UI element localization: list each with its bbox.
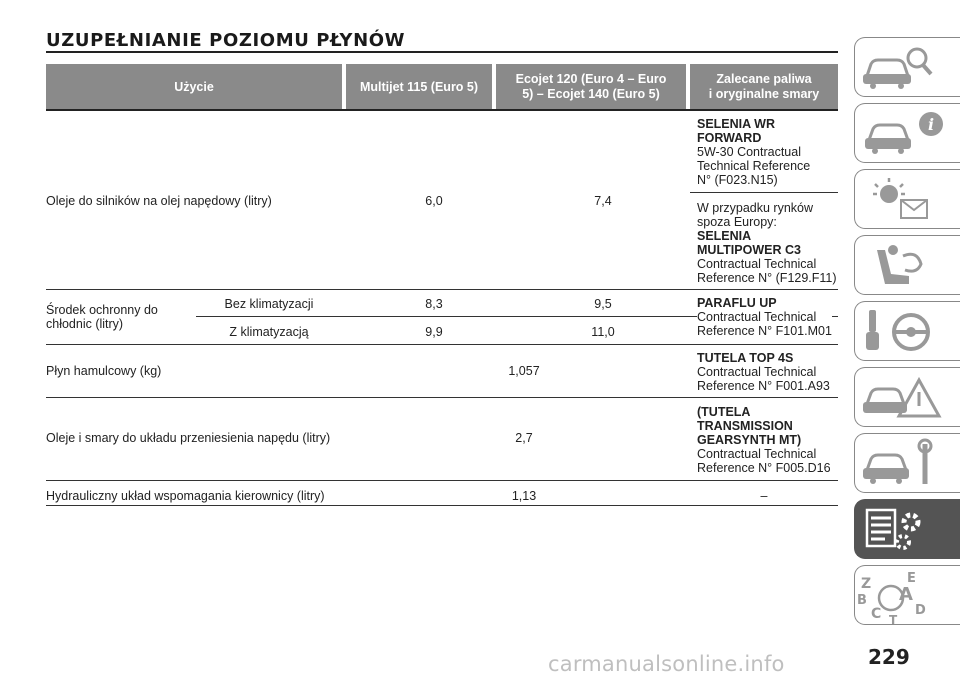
car-search-icon [855, 38, 960, 98]
transmission-value: 2,7 [515, 431, 533, 445]
car-info-icon [855, 104, 960, 164]
rec-product-name: GEARSYNTH MT) [697, 433, 802, 447]
rec-spec: Contractual Technical [697, 365, 817, 379]
steering-usage: Hydrauliczny układ wspomagania kierownicy (litry) [46, 489, 325, 503]
rec-note: spoza Europy: [697, 215, 777, 229]
engine-oil-usage: Oleje do silników na olej napędowy (litry) [46, 194, 272, 208]
tab-maintenance[interactable] [854, 433, 960, 493]
rec-product-name: TRANSMISSION [697, 419, 793, 433]
row-divider [46, 289, 838, 290]
transmission-recommendation [697, 405, 831, 475]
header-bottom-rule [46, 109, 838, 111]
row-divider [46, 480, 838, 481]
index-letter: Z [861, 576, 872, 592]
coolant-usage [46, 303, 158, 331]
row-divider [46, 344, 838, 345]
index-letter: D [915, 603, 926, 618]
rec-product-name: PARAFLU UP [697, 296, 777, 310]
brake-fluid-value: 1,057 [508, 364, 540, 378]
rec-spec: Reference N° F001.A93 [697, 379, 830, 393]
svg-text:i: i [928, 115, 935, 134]
header-recommended-line2: i oryginalne smary [708, 87, 820, 101]
page-number: 229 [868, 645, 910, 669]
rec-product-name: (TUTELA [697, 405, 751, 419]
car-wrench-icon [855, 434, 960, 494]
coolant-recommendation [697, 296, 832, 340]
page-title: UZUPEŁNIANIE POZIOMU PŁYNÓW [46, 30, 406, 51]
rec-product-name: FORWARD [697, 131, 762, 145]
coolant-sub2-multijet: 9,9 [425, 325, 443, 339]
header-ecojet-line2: 5) – Ecojet 140 (Euro 5) [522, 87, 660, 101]
tab-safety[interactable] [854, 235, 960, 295]
index-letter: B [857, 593, 867, 608]
rec-note: W przypadku rynków [697, 201, 814, 215]
rec-spec: Technical Reference [697, 159, 811, 173]
alphabet-index-icon [855, 566, 960, 626]
brake-fluid-usage: Płyn hamulcowy (kg) [46, 364, 162, 378]
tab-car-info[interactable] [854, 103, 960, 163]
coolant-sub2-ecojet: 11,0 [591, 325, 615, 339]
tab-technical-data[interactable] [854, 499, 960, 559]
rec-product-name: MULTIPOWER C3 [697, 243, 801, 257]
rec-spec: Contractual Technical [697, 257, 817, 271]
header-ecojet [496, 64, 686, 110]
rec-spec: 5W-30 Contractual [697, 145, 801, 159]
coolant-sub1-label: Bez klimatyzacji [224, 297, 314, 311]
rec-spec: Contractual Technical [697, 310, 817, 324]
rec-spec: Contractual Technical [697, 447, 817, 461]
rec-spec: Reference N° F101.M01 [697, 324, 832, 338]
tab-starting-driving[interactable] [854, 301, 960, 361]
steering-recommendation: – [760, 489, 768, 503]
header-recommended [690, 64, 838, 110]
header-recommended-line1: Zalecane paliwa [716, 72, 812, 86]
engine-oil-recommendation-2 [697, 201, 837, 285]
coolant-sub1-multijet: 8,3 [425, 297, 443, 311]
engine-oil-ecojet: 7,4 [594, 194, 612, 208]
engine-oil-recommendation-1 [697, 117, 810, 187]
rec-spec: Reference N° F005.D16 [697, 461, 831, 475]
tab-warning-lights[interactable] [854, 169, 960, 229]
coolant-sub1-ecojet: 9,5 [594, 297, 612, 311]
index-letter: C [871, 606, 882, 622]
header-ecojet-line1: Ecojet 120 (Euro 4 – Euro [515, 72, 667, 86]
rec-spec: Reference N° (F129.F11) [697, 271, 837, 285]
header-multijet: Multijet 115 (Euro 5) [346, 64, 492, 110]
brake-fluid-recommendation [697, 351, 830, 393]
rec-product-name: SELENIA [697, 229, 752, 243]
row-divider [46, 397, 838, 398]
index-letter: T [889, 613, 898, 626]
rec-product-name: SELENIA WR [697, 117, 776, 131]
tab-emergency[interactable] [854, 367, 960, 427]
engine-oil-multijet: 6,0 [425, 194, 443, 208]
seat-airbag-icon [855, 236, 960, 296]
recommendation-divider [690, 192, 838, 193]
coolant-usage-line2: chłodnic (litry) [46, 317, 124, 331]
watermark: carmanualsonline.info [548, 652, 785, 676]
index-letter: E [907, 571, 916, 586]
index-letter: A [899, 584, 913, 605]
rec-spec: N° (F023.N15) [697, 173, 778, 187]
rec-product-name: TUTELA TOP 4S [697, 351, 794, 365]
key-steering-wheel-icon [855, 302, 960, 362]
coolant-usage-line1: Środek ochronny do [46, 303, 158, 317]
car-warning-triangle-icon [855, 368, 960, 428]
tab-index[interactable] [854, 565, 960, 625]
warning-light-message-icon [855, 170, 960, 230]
steering-value: 1,13 [511, 489, 537, 503]
transmission-usage: Oleje i smary do układu przeniesienia napędu (litry) [46, 431, 331, 445]
coolant-sub2-label: Z klimatyzacją [229, 325, 309, 339]
specs-gear-icon [855, 500, 960, 560]
title-underline [46, 51, 838, 53]
tab-car-search[interactable] [854, 37, 960, 97]
header-usage: Użycie [46, 64, 342, 110]
table-bottom-rule [46, 505, 838, 506]
